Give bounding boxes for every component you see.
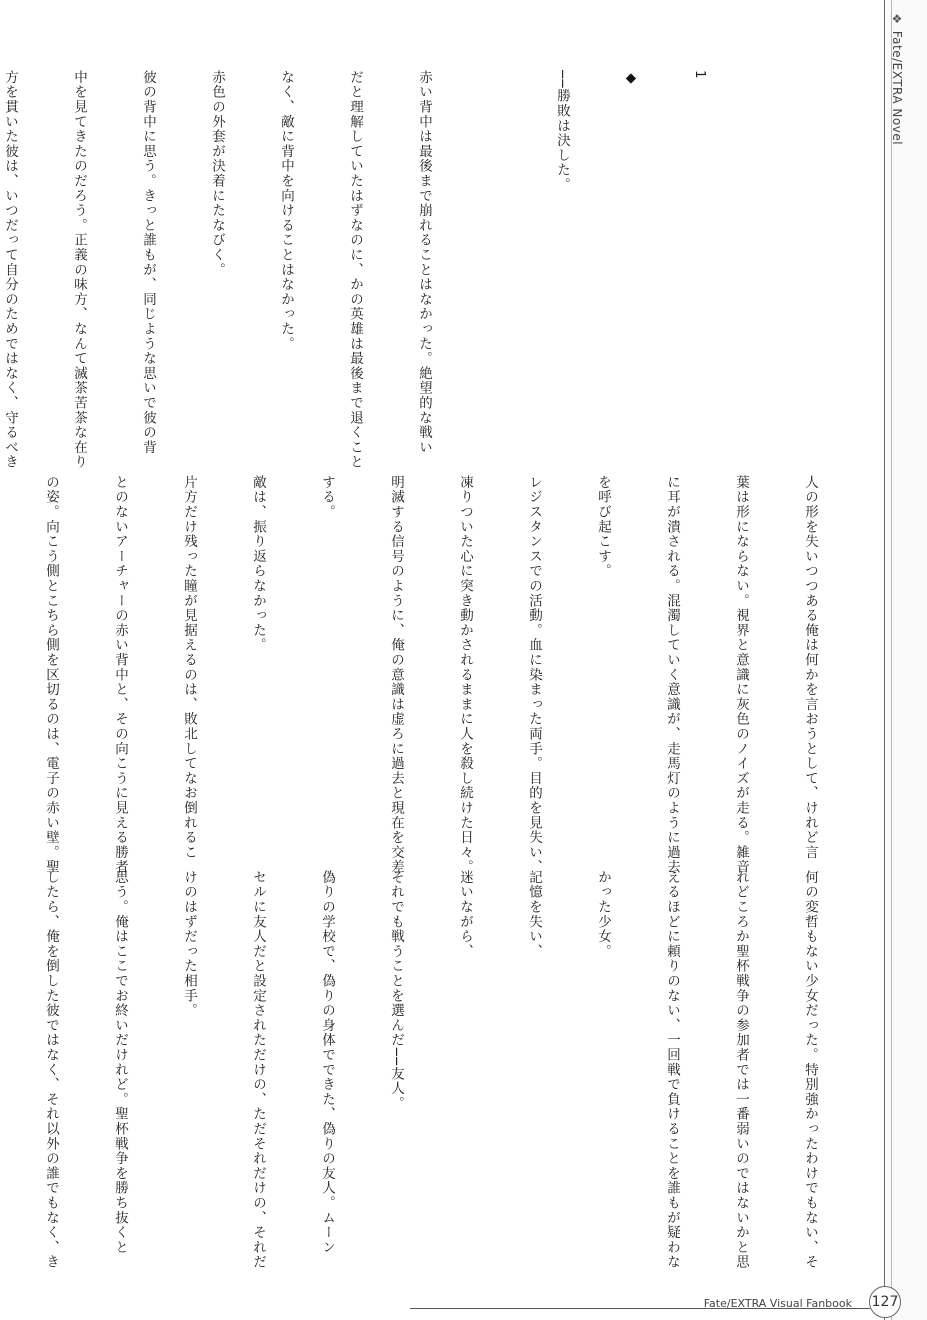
text-line: 凍りついた心に突き動かされるままに人を殺し続けた日々。 [457, 475, 473, 875]
text-line: だと理解していたはずなのに、かの英雄は最後まで退くこと [347, 70, 363, 470]
section-1-diamond-icon: ◆ [623, 70, 639, 88]
text-line: 人の形を失いつつある俺は何かを言おうとして、けれど言 [802, 475, 818, 860]
series-label: Fate/EXTRA Novel [890, 30, 904, 146]
text-line: 思う。俺はここでお終いだけれど。聖杯戦争を勝ち抜くと [112, 870, 128, 1255]
text-line: 何の変哲もない少女だった。特別強かったわけでもない、そ [802, 870, 818, 1270]
section-1-continued-block [43, 475, 867, 875]
spine-line [891, 0, 892, 1320]
text-line: ──勝敗は決した。 [554, 70, 570, 193]
text-line: に耳が潰される。混濁していく意識が、走馬灯のように過去 [664, 475, 680, 875]
page-spine-strip [884, 0, 927, 1320]
text-line: レジスタンスでの活動。血に染まった両手。目的を見失い、 [526, 475, 542, 875]
text-line: 彼の背中に思う。きっと誰もが、同じような思いで彼の背 [140, 70, 156, 455]
text-line: なく、敵に背中を向けることはなかった。 [278, 70, 294, 352]
text-line: れどころか聖杯戦争の参加者では一番弱いのではないかと思 [733, 870, 749, 1270]
text-line: 記憶を失い、 [526, 870, 542, 959]
footer-book-title: Fate/EXTRA Visual Fanbook [703, 1297, 852, 1310]
series-header [890, 12, 904, 145]
text-line: 片方だけ残った瞳が見据えるのは、敗北してなお倒れるこ [181, 475, 197, 860]
text-line: かった少女。 [595, 870, 611, 959]
text-line: 葉は形にならない。視界と意識に灰色のノイズが走る。雑音 [733, 475, 749, 875]
text-line: 偽りの学校で、偽りの身体でできた、偽りの友人。ムーン [319, 870, 335, 1255]
text-line: 方を貫いた彼は、いつだって自分のためではなく、守るべき [2, 70, 18, 470]
text-line: それでも戦うことを選んだ──友人。 [388, 870, 404, 1111]
text-line: 赤色の外套が決着にたなびく。 [209, 70, 225, 278]
text-line: とのないアーチャーの赤い背中と、その向こうに見える勝者 [112, 475, 128, 875]
text-line: 赤い背中は最後まで崩れることはなかった。絶望的な戦い [416, 70, 432, 455]
text-line: 迷いながら、 [457, 870, 473, 959]
section-1-number: 1 [692, 70, 708, 80]
text-line: セルに友人だと設定されただけの、ただそれだけの、それだ [250, 870, 266, 1270]
text-line: したら、俺を倒した彼ではなく、それ以外の誰でもなく、き [43, 870, 59, 1270]
text-line: 敵は、振り返らなかった。 [250, 475, 266, 653]
text-line: 明滅する信号のように、俺の意識は虚ろに過去と現在を交差 [388, 475, 404, 875]
section-1-block [2, 70, 757, 470]
text-line: 中を見てきたのだろう。正義の味方、なんて滅茶苦茶な在り [71, 70, 87, 470]
section-2-block [43, 870, 867, 1280]
text-line: けのはずだった相手。 [181, 870, 197, 1018]
text-line: の姿。向こう側とこちら側を区切るのは、電子の赤い壁。聖 [43, 475, 59, 875]
diamond-ornament-icon: ❖ [890, 12, 904, 27]
text-line: を呼び起こす。 [595, 475, 611, 579]
page-number: 127 [869, 1286, 901, 1318]
text-line: する。 [319, 475, 335, 520]
text-line: えるほどに頼りのない、一回戦で負けることを誰もが疑わな [664, 870, 680, 1270]
text-line [481, 70, 504, 470]
